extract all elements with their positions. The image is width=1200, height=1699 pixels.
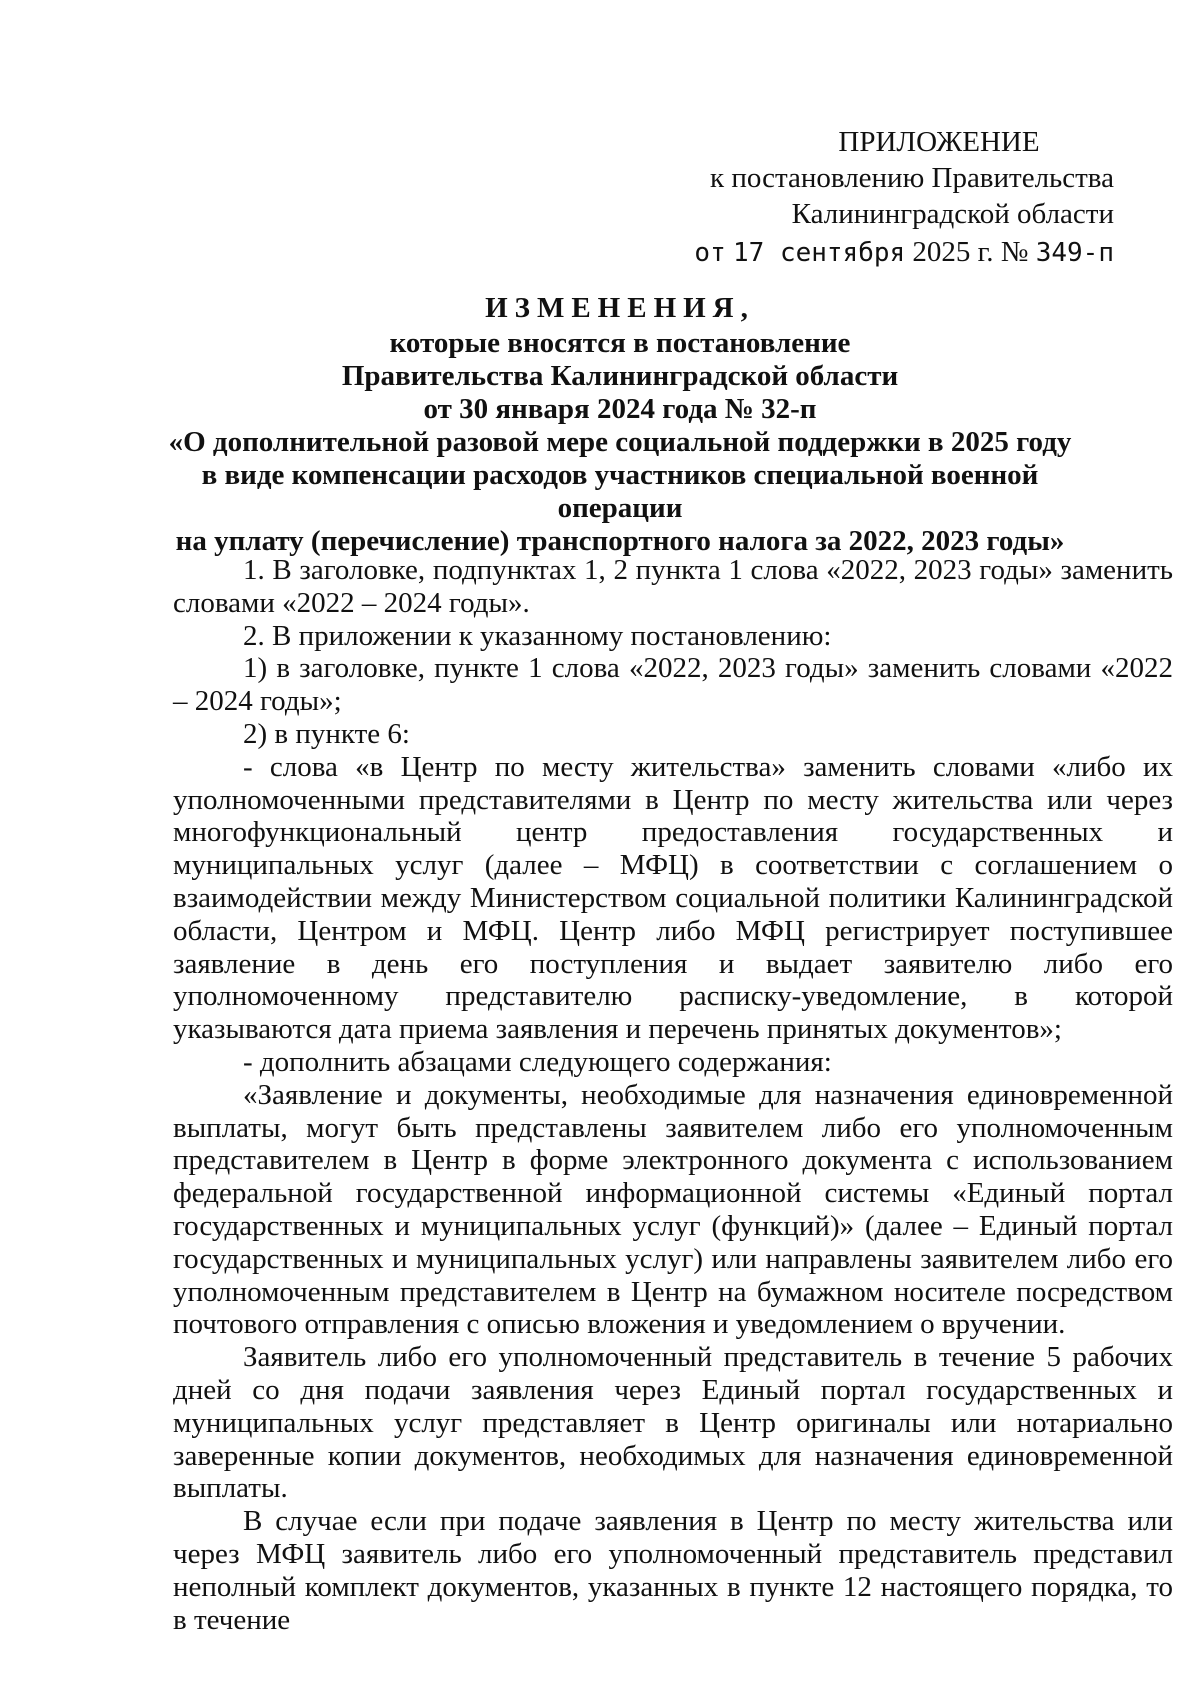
paragraph-3: 1) в заголовке, пункте 1 слова «2022, 2023 годы» заменить словами «2022 – 2024 годы»;: [173, 652, 1173, 718]
paragraph-7: «Заявление и документы, необходимые для назначения единовременной выплаты, могут быть представлены заявителем либо его уполномоченным представителем в Центр в форме электронного документа с использованием федеральной государственной информационной системы «Единый портал государственных и муниципальных услуг (функций)» (далее – Единый портал государственных и муниципальных услуг) или направлены заявителем либо его уполномоченным представителем в Центр на бумажном носителе посредством почтового отправления с описью вложения и уведомлением о вручении.: [173, 1078, 1173, 1341]
paragraph-2: 2. В приложении к указанному постановлению:: [243, 619, 832, 652]
title-line-1: которые вносятся в постановление: [389, 327, 851, 359]
paragraph-9: В случае если при подаче заявления в Центр по месту жительства или через МФЦ заявитель либо его уполномоченный представитель представил неполный комплект документов, указанных в пункте 12 настоящего порядка, то в течение: [173, 1505, 1173, 1636]
appendix-date-line: [684, 234, 1114, 271]
appendix-number: 349-п: [1035, 238, 1114, 268]
appendix-date-day-month: 17 сентября: [732, 238, 906, 268]
document-body: [173, 554, 1173, 1636]
appendix-line-2: Калининградской области: [791, 198, 1114, 230]
appendix-line-1: к постановлению Правительства: [710, 162, 1114, 194]
title-line-6: на уплату (перечисление) транспортного налога за 2022, 2023 годы»: [175, 525, 1065, 557]
appendix-header: [684, 124, 1114, 271]
paragraph-8: Заявитель либо его уполномоченный представитель в течение 5 рабочих дней со дня подачи заявления через Единый портал государственных и муниципальных услуг представляет в Центр оригиналы или нотариально заверенные копии документов, необходимых для назначения единовременной выплаты.: [173, 1341, 1173, 1505]
title-main: ИЗМЕНЕНИЯ,: [485, 292, 755, 324]
title-line-3: от 30 января 2024 года № 32-п: [423, 393, 817, 425]
title-line-2: Правительства Калининградской области: [341, 360, 899, 392]
paragraph-1: 1. В заголовке, подпунктах 1, 2 пункта 1 слова «2022, 2023 годы» заменить словами «2022 – 2024 годы».: [173, 554, 1173, 619]
title-line-4: «О дополнительной разовой мере социальной поддержки в 2025 году: [168, 426, 1072, 458]
document-title: [150, 292, 1090, 558]
appendix-date-year: 2025 г. №: [912, 236, 1029, 268]
appendix-date-prefix: от: [694, 238, 726, 268]
title-line-5: в виде компенсации расходов участников специальной военной операции: [201, 459, 1039, 524]
appendix-label: ПРИЛОЖЕНИЕ: [838, 126, 1040, 158]
paragraph-6: - дополнить абзацами следующего содержания:: [243, 1045, 832, 1078]
paragraph-4: 2) в пункте 6:: [243, 717, 410, 750]
paragraph-5: - слова «в Центр по месту жительства» заменить словами «либо их уполномоченными представителями в Центр по месту жительства или через многофункциональный центр предоставления государственных и муниципальных услуг (далее – МФЦ) в соответствии с соглашением о взаимодействии между Министерством социальной политики Калининградской области, Центром и МФЦ. Центр либо МФЦ регистрирует поступившее заявление в день его поступления и выдает заявителю либо его уполномоченному представителю расписку-уведомление, в которой указываются дата приема заявления и перечень принятых документов»;: [173, 750, 1173, 1046]
